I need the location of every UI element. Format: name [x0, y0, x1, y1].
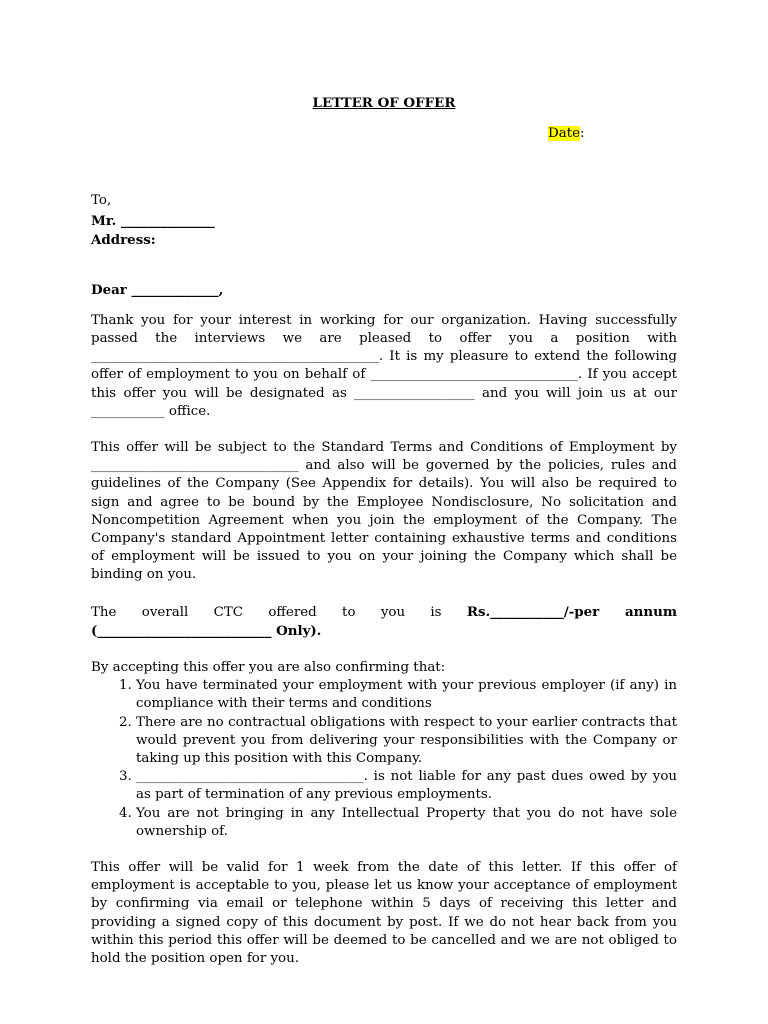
date-label — [548, 125, 585, 143]
list-item: 3. __________________________________. is not liable for any past dues owed by you as part of termination of any previous employments. — [136, 768, 677, 804]
date-row — [91, 112, 677, 148]
terms-paragraph: This offer will be subject to the Standard Terms and Conditions of Employment by _______________________________ and also will be governed by the policies, rules and guidelines of the Company (See Appendix for details). You will also be required to sign and agree to be bound by the Employee Nondisclosure, No solicitation and Noncompetition Agreement when you join the employment of the Company. The Company's standard Appointment letter containing exhaustive terms and conditions of employment will be issued to you on your joining the Company which shall be binding on you. — [91, 439, 677, 583]
ctc-amount: Rs.___________/-per annum (__________________________ Only). — [91, 603, 677, 639]
intro-paragraph: Thank you for your interest in working for our organization. Having successfully passed the interviews we are pleased to offer you a position with ___________________________________________. It is my pleasure to extend the following offer of employment to you on behalf of _______________________________. If you accept this offer you will be designated as __________________ and you will join us at our ___________ office. — [91, 312, 677, 419]
date-highlight: Date — [548, 126, 581, 141]
recipient-address: Address: — [91, 232, 156, 248]
date-colon: : — [580, 126, 585, 141]
letter-title: LETTER OF OFFER — [312, 95, 456, 111]
validity-paragraph: This offer will be valid for 1 week from the date of this letter. If this offer of employment is acceptable to you, please let us know your acceptance of employment by confirming via email or telephone within 5 days of receiving this letter and providing a signed copy of this document by post. If we do not hear back from you within this period this offer will be deemed to be cancelled and we are not obliged to hold the position open for you. — [91, 859, 677, 966]
salutation: Dear _____________, — [91, 281, 224, 298]
recipient-name: Mr. ______________ — [91, 212, 215, 229]
recipient-block — [91, 192, 677, 251]
confirm-list — [91, 677, 677, 841]
list-item: 4. You are not bringing in any Intellectual Property that you do not have sole ownership of. — [136, 805, 677, 841]
confirm-intro: By accepting this offer you are also confirming that: — [91, 659, 446, 675]
list-item: 2. There are no contractual obligations with respect to your earlier contracts that would prevent you from delivering your responsibilities with the Company or taking up this position with this Company. — [136, 714, 677, 769]
recipient-to: To, — [91, 193, 112, 208]
ctc-paragraph — [91, 603, 677, 641]
list-item: 1. You have terminated your employment with your previous employer (if any) in compliance with their terms and conditions — [136, 677, 677, 713]
ctc-prefix: The overall CTC offered to you is — [91, 604, 467, 620]
confirm-section — [91, 659, 677, 841]
letter-body — [91, 94, 677, 968]
